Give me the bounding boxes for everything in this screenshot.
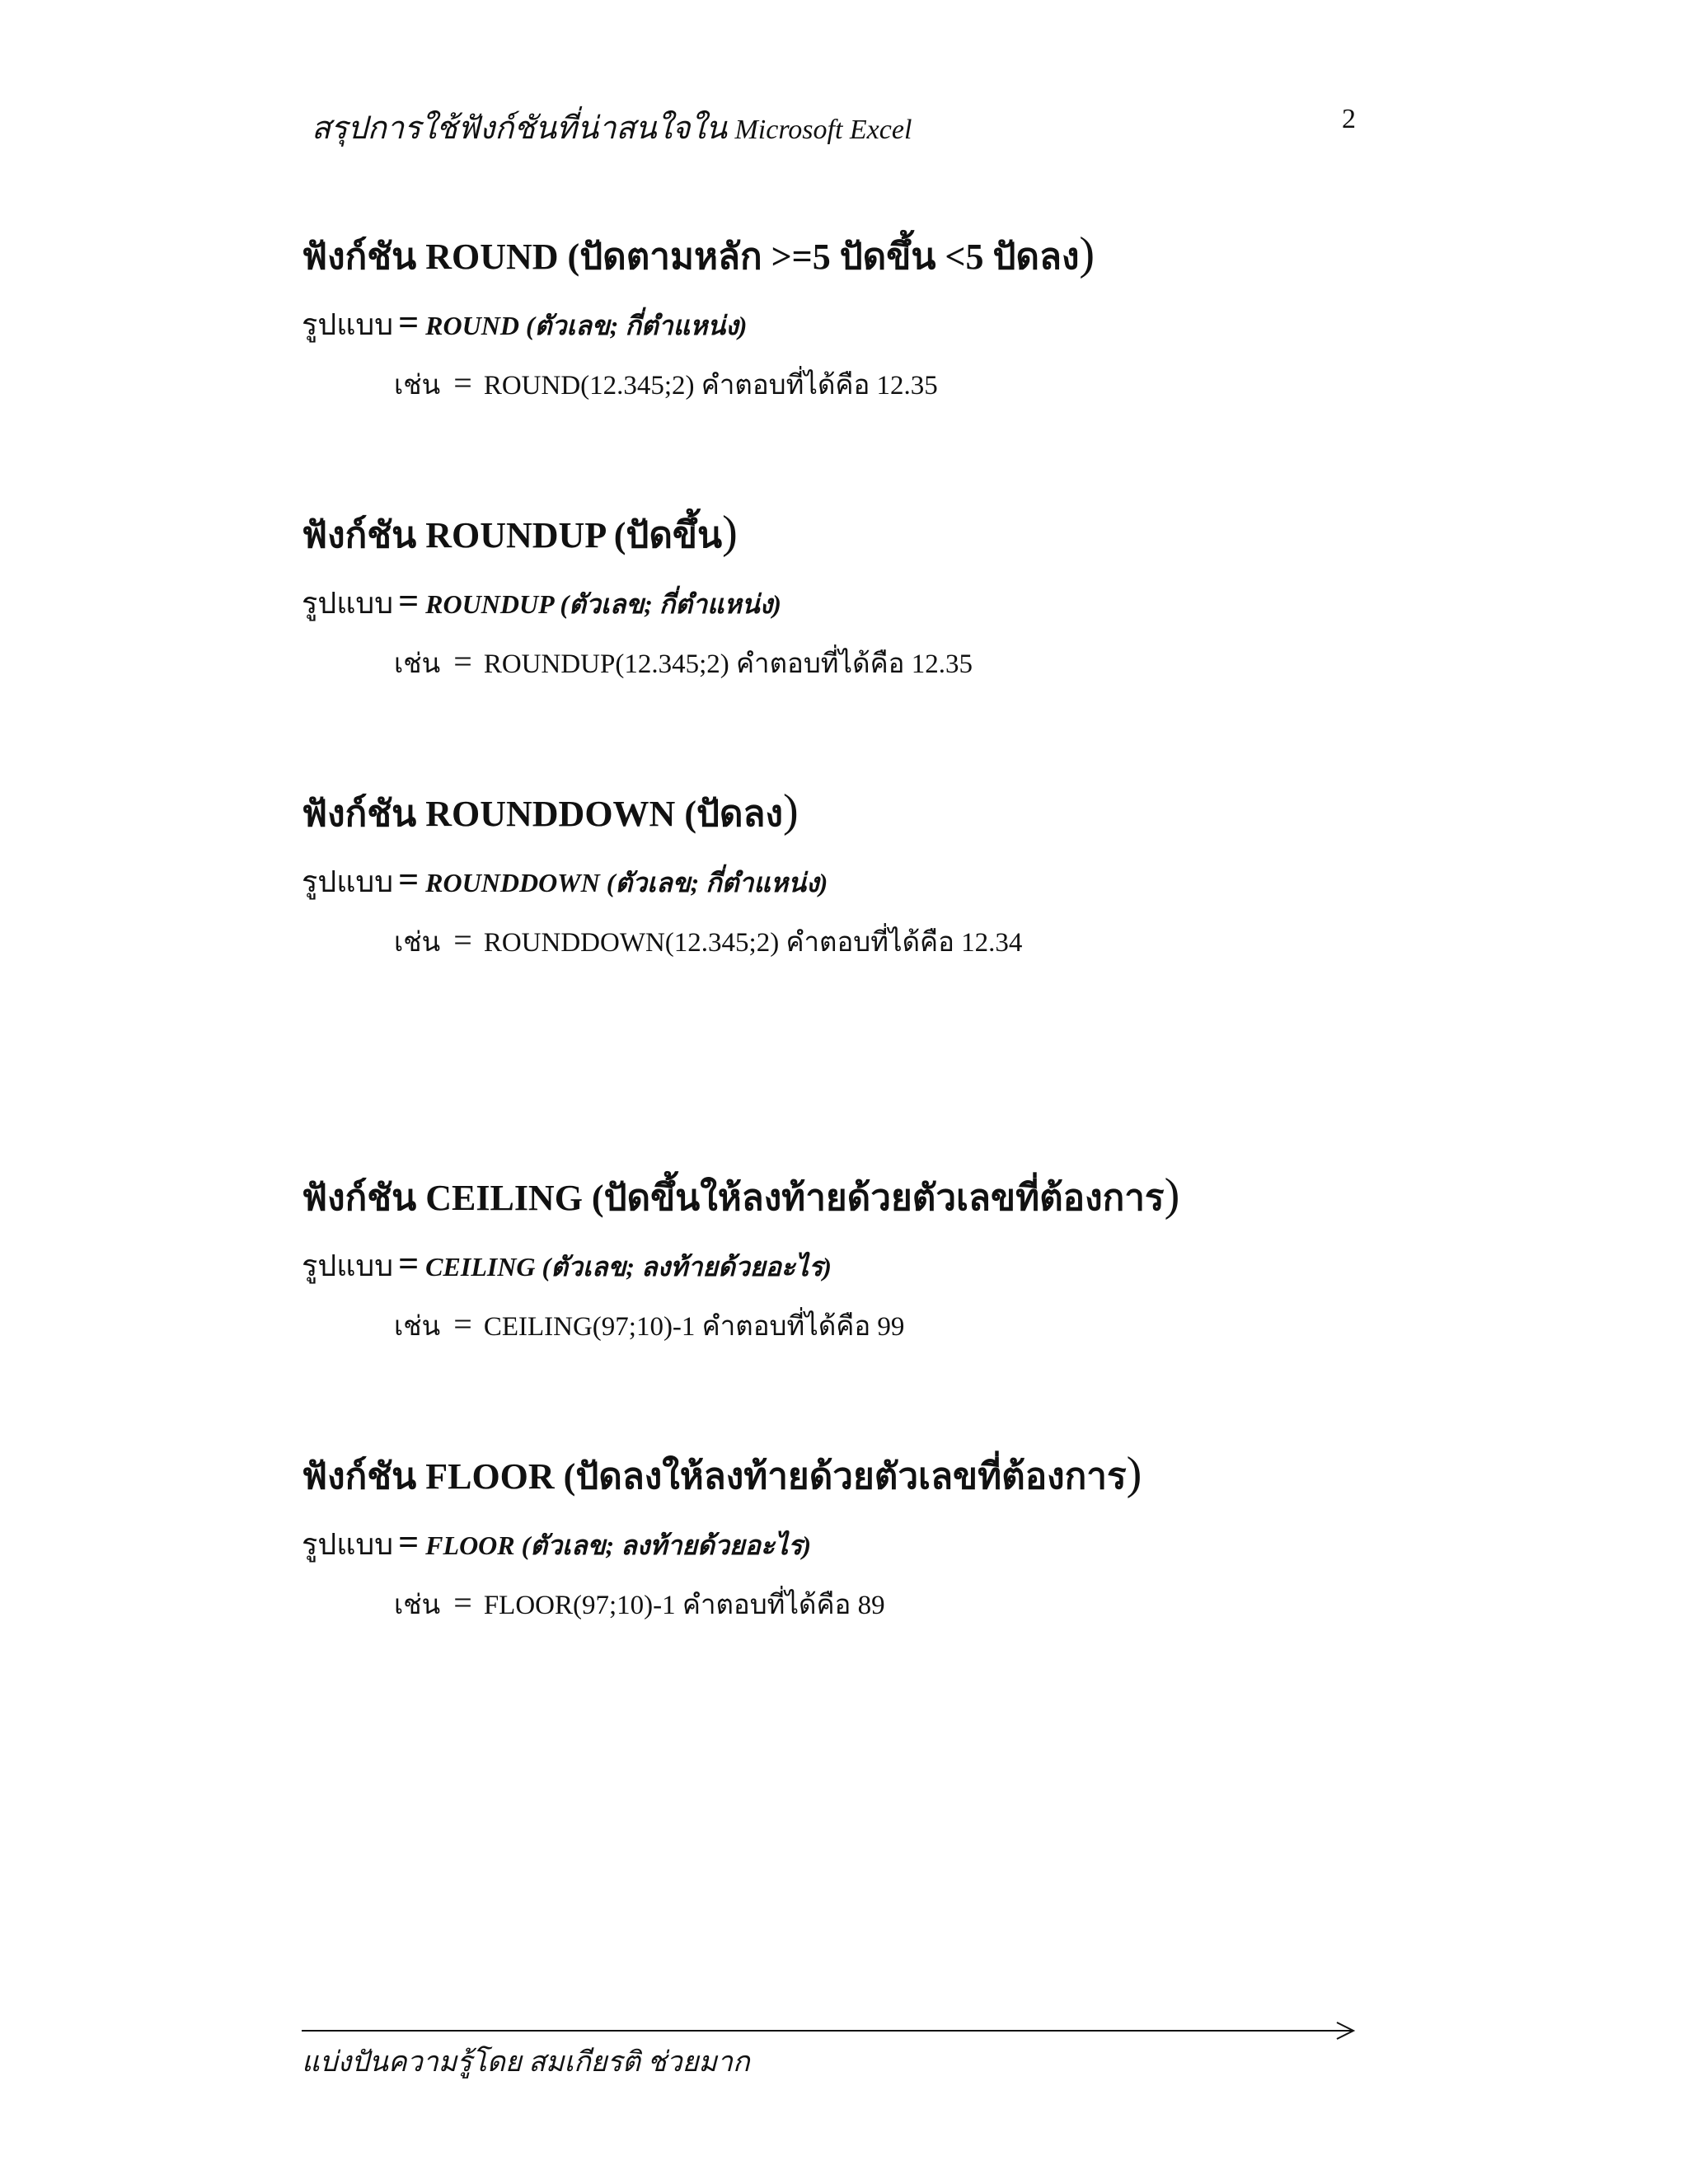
header-title-thai: สรุปการใช้ฟังก์ชันที่น่าสนใจใน [312, 111, 727, 146]
equals-sign: = [398, 302, 420, 343]
equals-sign: = [398, 1522, 420, 1563]
closing-paren: ) [1164, 1169, 1180, 1221]
closing-paren: ) [722, 507, 738, 558]
section-heading-text: ฟังก์ชัน ROUNDUP (ปัดขึ้น [302, 515, 723, 555]
syntax-label: รูปแบบ [302, 308, 394, 341]
syntax-label: รูปแบบ [302, 865, 394, 898]
syntax-value: FLOOR (ตัวเลข; ลงท้ายด้วยอะไร [425, 1530, 803, 1560]
closing-paren: ) [818, 868, 828, 898]
section-roundup [302, 506, 1587, 681]
example-label: เช่น [394, 1591, 441, 1620]
example-line [394, 364, 1587, 402]
equals-sign: = [453, 1305, 472, 1343]
section-heading [302, 227, 1587, 280]
header-title [312, 102, 912, 152]
section-floor [302, 1447, 1587, 1622]
footer-credit: แบ่งปันความรู้โดย สมเกียรติ ช่วยมาก [302, 2047, 750, 2078]
section-heading [302, 1169, 1587, 1221]
closing-paren: ) [823, 1252, 832, 1282]
equals-sign: = [398, 581, 420, 621]
example-label: เช่น [394, 1312, 441, 1342]
example-value: ROUNDUP(12.345;2) คำตอบที่ได้คือ 12.35 [483, 649, 973, 679]
closing-paren: ) [1126, 1448, 1142, 1499]
syntax-line [302, 1244, 1587, 1284]
header-title-latin: Microsoft Excel [734, 115, 912, 145]
syntax-label: รูปแบบ [302, 1528, 394, 1561]
equals-sign: = [453, 364, 472, 401]
closing-paren: ) [782, 785, 799, 837]
example-label: เช่น [394, 928, 441, 958]
equals-sign: = [453, 643, 472, 680]
section-heading-text: ฟังก์ชัน ROUNDDOWN (ปัดลง [302, 794, 783, 834]
syntax-line [302, 303, 1587, 343]
section-heading-text: ฟังก์ชัน ROUND (ปัดตามหลัก >=5 ปัดขึ้น <5 ปัดลง [302, 237, 1080, 277]
syntax-line [302, 582, 1587, 621]
syntax-line [302, 1523, 1587, 1563]
example-label: เช่น [394, 649, 441, 679]
section-round [302, 227, 1587, 402]
example-value: FLOOR(97;10)-1 คำตอบที่ได้คือ 89 [483, 1591, 885, 1620]
syntax-line [302, 860, 1587, 900]
section-heading [302, 1447, 1587, 1500]
closing-paren: ) [772, 589, 781, 619]
section-ceiling [302, 1169, 1587, 1343]
section-heading [302, 506, 1587, 559]
syntax-label: รูปแบบ [302, 587, 394, 620]
equals-sign: = [398, 1244, 420, 1284]
equals-sign: = [398, 860, 420, 900]
section-rounddown [302, 785, 1587, 959]
syntax-value: ROUNDUP (ตัวเลข; กี่ตำแหน่ง [425, 589, 773, 619]
equals-sign: = [453, 1584, 472, 1621]
example-value: CEILING(97;10)-1 คำตอบที่ได้คือ 99 [483, 1312, 905, 1342]
syntax-label: รูปแบบ [302, 1249, 394, 1282]
section-heading [302, 785, 1587, 837]
example-label: เช่น [394, 371, 441, 401]
syntax-value: CEILING (ตัวเลข; ลงท้ายด้วยอะไร [425, 1252, 823, 1282]
example-line [394, 1305, 1587, 1343]
example-line [394, 921, 1587, 959]
example-line [394, 643, 1587, 681]
closing-paren: ) [1079, 228, 1095, 279]
syntax-value: ROUNDDOWN (ตัวเลข; กี่ตำแหน่ง [425, 868, 819, 898]
example-line [394, 1584, 1587, 1622]
closing-paren: ) [738, 311, 748, 340]
closing-paren: ) [802, 1530, 811, 1560]
example-value: ROUNDDOWN(12.345;2) คำตอบที่ได้คือ 12.34 [483, 928, 1023, 958]
section-heading-text: ฟังก์ชัน FLOOR (ปัดลงให้ลงท้ายด้วยตัวเลขที่ต้องการ [302, 1456, 1127, 1497]
section-heading-text: ฟังก์ชัน CEILING (ปัดขึ้นให้ลงท้ายด้วยตัวเลขที่ต้องการ [302, 1178, 1165, 1218]
equals-sign: = [453, 921, 472, 958]
page-number: 2 [1342, 104, 1356, 134]
example-value: ROUND(12.345;2) คำตอบที่ได้คือ 12.35 [483, 371, 938, 401]
syntax-value: ROUND (ตัวเลข; กี่ตำแหน่ง [425, 311, 738, 340]
